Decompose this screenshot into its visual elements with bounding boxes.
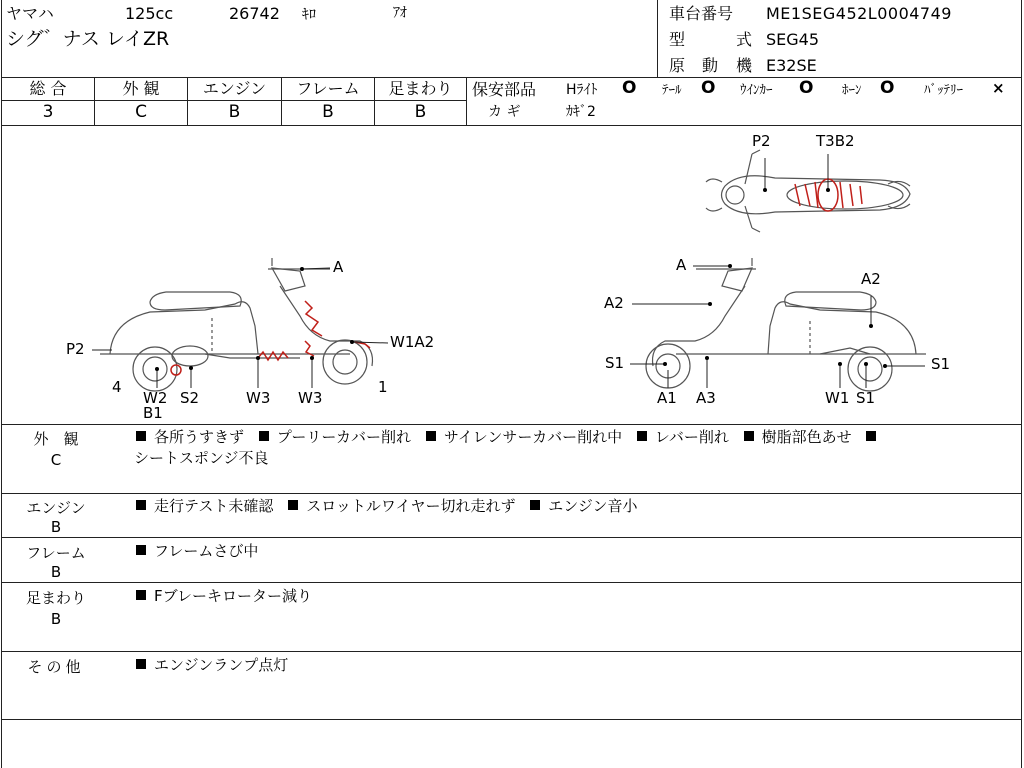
diagram-label: S2 (180, 389, 200, 407)
header-divider (657, 0, 658, 78)
remark-item: 各所うすきず (154, 428, 245, 446)
remark-label: その他 (27, 658, 85, 676)
remark-items (136, 540, 1020, 562)
divider (466, 78, 467, 126)
diagram-label: A1 (657, 389, 677, 407)
type-label-1: 型 (669, 30, 686, 49)
headlight-label: Hﾗｲﾄ (566, 82, 598, 98)
black-square-bullet-icon (136, 590, 146, 600)
black-square-bullet-icon (136, 500, 146, 510)
scooter-top-icon (706, 150, 910, 232)
engine-label-2: 動 (702, 56, 719, 75)
diagram-label: T3B2 (816, 132, 855, 150)
remark-items (136, 426, 1020, 448)
key-label: カ ギ (488, 104, 521, 120)
diagram-label: S1 (605, 354, 625, 372)
chassis-label: 車台番号 (669, 4, 734, 23)
mileage-unit: ｷﾛ (302, 7, 316, 23)
divider (1, 424, 1022, 425)
diagram-label: W1 (825, 389, 850, 407)
remark-label: 外 観 (33, 430, 79, 448)
diagram-label: W1A2 (390, 333, 435, 351)
displacement: 125cc (125, 4, 174, 23)
remark-label: 足まわり (25, 589, 86, 607)
diagram-label: P2 (66, 340, 85, 358)
black-square-bullet-icon (866, 431, 876, 441)
chassis-number: ME1SEG452L0004749 (766, 4, 952, 23)
mileage: 26742 (229, 4, 280, 23)
engine-model: E32SE (766, 56, 817, 75)
circle-mark-icon: O (701, 78, 716, 98)
diagram-label: A (676, 256, 687, 274)
remark-item: シートスポンジ不良 (134, 449, 269, 467)
diagram-label: 4 (112, 378, 122, 396)
divider (1, 100, 467, 101)
diagram-label: B1 (143, 404, 163, 422)
diagram-label: A2 (861, 270, 881, 288)
overall-label: 総 合 (29, 79, 67, 98)
remark-label: エンジン (26, 499, 86, 517)
overall-grade: 3 (42, 102, 54, 122)
exterior-grade: C (135, 102, 147, 122)
divider (1, 651, 1022, 652)
remark-grade: C (50, 451, 62, 469)
remark-grade: B (50, 563, 62, 581)
cross-mark-icon: × (992, 79, 1005, 97)
remark-item: スロットルワイヤー切れ走れず (306, 497, 516, 515)
black-square-bullet-icon (744, 431, 754, 441)
remark-item: フレームさび中 (154, 542, 259, 560)
black-square-bullet-icon (136, 659, 146, 669)
engine-grade: B (228, 102, 241, 122)
black-square-bullet-icon (136, 431, 146, 441)
model-name: シグ゛ナス レイZR (6, 28, 170, 50)
damage-diagram (0, 126, 1024, 424)
type-value: SEG45 (766, 30, 820, 49)
remark-item: エンジン音小 (548, 497, 638, 515)
engine-label-3: 機 (736, 56, 753, 75)
exterior-label: 外 観 (122, 79, 160, 98)
black-square-bullet-icon (426, 431, 436, 441)
diagram-label: W3 (246, 389, 271, 407)
type-label-2: 式 (736, 30, 753, 49)
diagram-label: A3 (696, 389, 716, 407)
tail-label: ﾃｰﾙ (662, 83, 682, 98)
diagram-label: W3 (298, 389, 323, 407)
diagram-label: S1 (856, 389, 876, 407)
winker-label: ｳｲﾝｶｰ (740, 83, 773, 98)
suspension-grade: B (414, 102, 427, 122)
suspension-grade-label: 足まわり (388, 79, 453, 98)
scooter-side-right-icon (646, 258, 926, 391)
safety-label: 保安部品 (472, 80, 537, 99)
circle-mark-icon: O (880, 78, 895, 98)
circle-mark-icon: O (622, 78, 637, 98)
circle-mark-icon: O (799, 78, 814, 98)
battery-label: ﾊﾞｯﾃﾘｰ (924, 83, 963, 98)
engine-label-1: 原 (669, 56, 686, 75)
leader-dots (155, 188, 887, 371)
engine-grade-label: エンジン (202, 79, 267, 98)
remark-item: プーリーカバー削れ (276, 428, 412, 446)
damage-scribble-leg-shield (305, 301, 322, 336)
diagram-label: S1 (931, 355, 951, 373)
divider (1, 493, 1022, 494)
color: ｱｵ (393, 5, 407, 21)
scooter-side-left-icon (100, 258, 373, 391)
divider (1, 719, 1022, 720)
remark-items (136, 654, 1020, 676)
diagram-label: 1 (378, 378, 388, 396)
remark-items (136, 495, 1020, 517)
damage-scribble-footboard (258, 352, 288, 360)
diagram-label: A (333, 258, 344, 276)
damage-marks (171, 179, 862, 375)
remark-item: 樹脂部色あせ (761, 428, 852, 446)
remark-item: Fブレーキローター減り (154, 587, 313, 605)
remark-item: エンジンランプ点灯 (154, 656, 289, 674)
remark-label: フレーム (26, 544, 86, 562)
leader-lines (92, 154, 925, 388)
diagram-label: W2 (143, 389, 168, 407)
remark-items (136, 585, 1020, 607)
frame-grade-label: フレーム (296, 79, 360, 98)
maker: ヤマハ (6, 4, 54, 23)
divider (1, 582, 1022, 583)
remark-grade: B (50, 518, 62, 536)
black-square-bullet-icon (637, 431, 647, 441)
black-square-bullet-icon (530, 500, 540, 510)
divider (1, 537, 1022, 538)
black-square-bullet-icon (136, 545, 146, 555)
remark-grade: B (50, 610, 62, 628)
divider (1, 77, 1022, 78)
black-square-bullet-icon (259, 431, 269, 441)
black-square-bullet-icon (288, 500, 298, 510)
remark-item: サイレンサーカバー削れ中 (443, 428, 623, 446)
horn-label: ﾎｰﾝ (842, 83, 862, 98)
diagram-label: A2 (604, 294, 624, 312)
key-value: ｶｷﾞ2 (566, 104, 596, 120)
frame-grade: B (322, 102, 334, 122)
remark-item: 走行テスト未確認 (154, 497, 274, 515)
diagram-label: P2 (752, 132, 771, 150)
remark-item: レバー削れ (654, 428, 729, 446)
